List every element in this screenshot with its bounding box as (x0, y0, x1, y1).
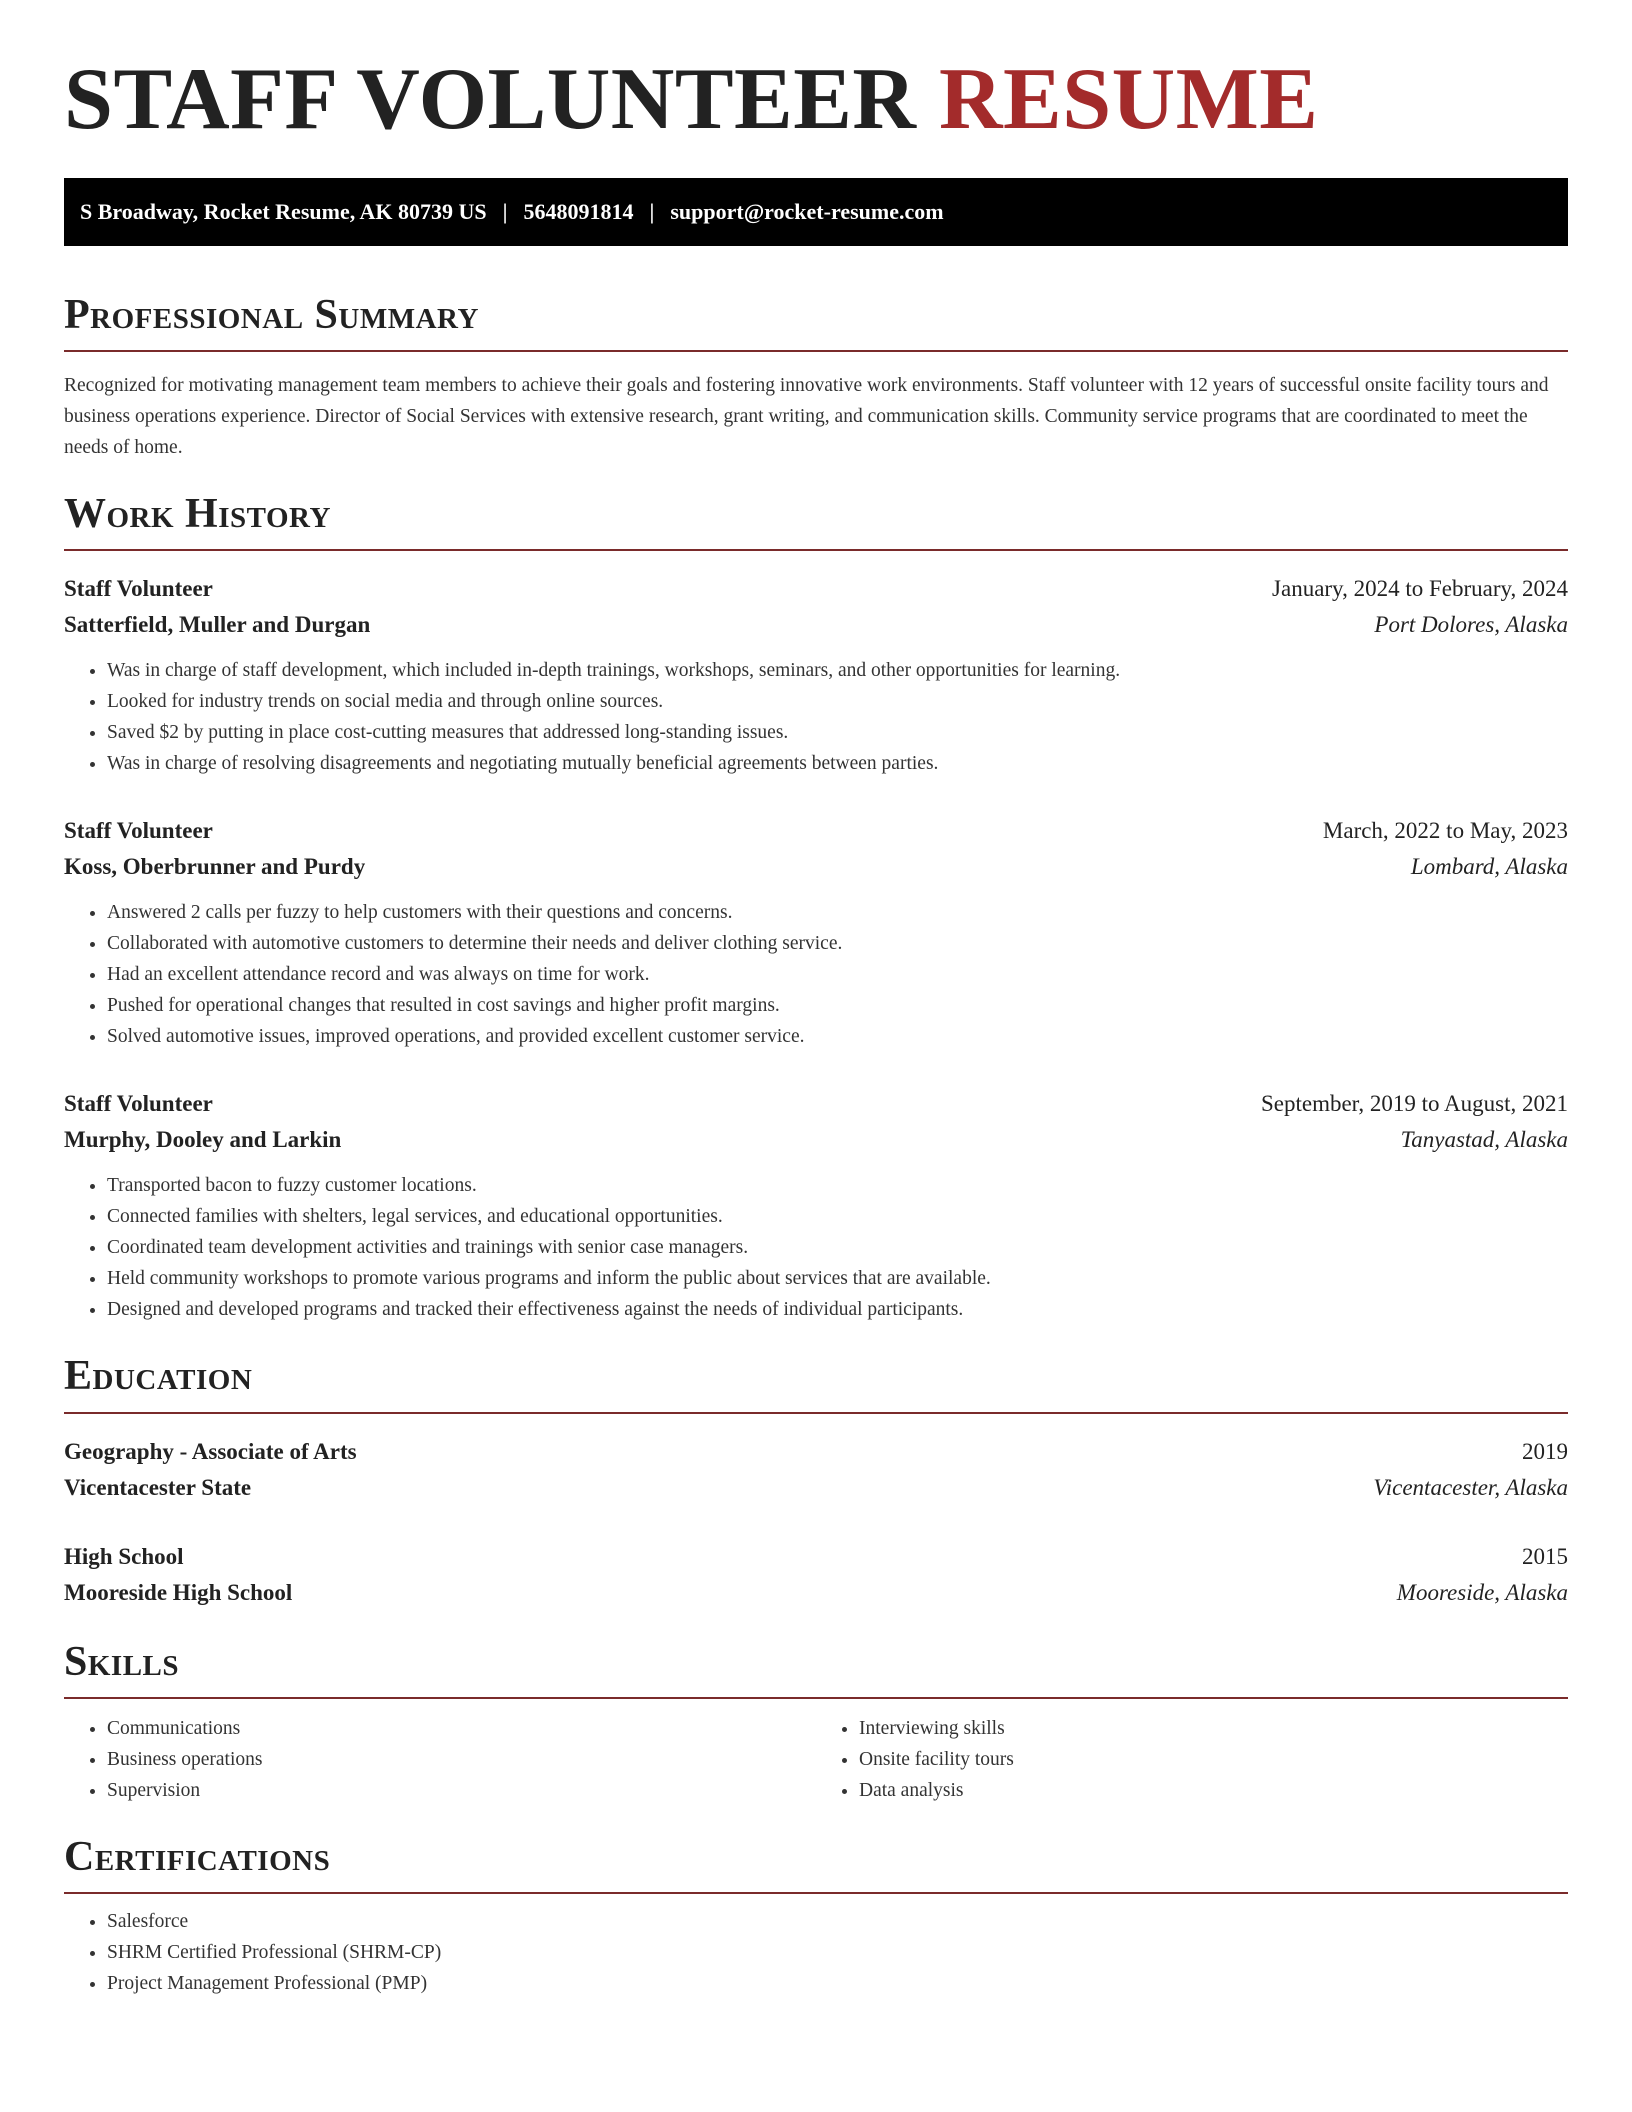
certifications-list (64, 1906, 1568, 1999)
job-bullets (64, 897, 1568, 1052)
education-location: Mooreside, Alaska (1396, 1579, 1568, 1605)
job-entry (64, 571, 1568, 779)
education-school: Mooreside High School (64, 1579, 293, 1605)
list-item: • Designed and developed programs and tracked their effectiveness against the needs of individual participants. (107, 1294, 1568, 1325)
skills-columns (64, 1713, 1568, 1806)
job-location: Lombard, Alaska (1410, 854, 1568, 880)
skills-list-left (64, 1713, 816, 1806)
job-bullets (64, 655, 1568, 779)
job-dates: January, 2024 to February, 2024 (1272, 576, 1568, 602)
contact-separator: | (502, 199, 508, 224)
job-dates: March, 2022 to May, 2023 (1322, 818, 1568, 844)
certifications-section (64, 1834, 1568, 1999)
list-item: • Salesforce (107, 1906, 1568, 1937)
list-item: • Was in charge of staff development, which included in-depth trainings, workshops, seminars, and other opportunities for learning. (107, 655, 1568, 686)
list-item: • Had an excellent attendance record and was always on time for work. (107, 959, 1568, 990)
list-item: • Interviewing skills (859, 1713, 1568, 1744)
contact-separator: | (649, 199, 655, 224)
job-title: Staff Volunteer (64, 818, 213, 844)
education-degree: Geography - Associate of Arts (64, 1438, 357, 1464)
skills-section (64, 1639, 1568, 1806)
list-item: • Pushed for operational changes that resulted in cost savings and higher profit margins. (107, 990, 1568, 1021)
list-item: • Transported bacon to fuzzy customer locations. (107, 1170, 1568, 1201)
education-entry (64, 1434, 1568, 1506)
section-heading: Work History (64, 491, 1568, 551)
section-heading: Professional Summary (64, 292, 1568, 352)
list-item: • Project Management Professional (PMP) (107, 1968, 1568, 1999)
job-company: Murphy, Dooley and Larkin (64, 1127, 342, 1153)
title-accent: RESUME (938, 51, 1319, 148)
list-item: • Coordinated team development activities and trainings with senior case managers. (107, 1232, 1568, 1263)
list-item: • Communications (107, 1713, 816, 1744)
education-section (64, 1353, 1568, 1610)
job-location: Port Dolores, Alaska (1374, 612, 1568, 638)
section-heading: Certifications (64, 1834, 1568, 1894)
title-main: STAFF VOLUNTEER (64, 51, 917, 148)
contact-phone: 5648091814 (523, 199, 634, 224)
work-history-section (64, 491, 1568, 1325)
resume-title (64, 51, 1568, 148)
list-item: • Solved automotive issues, improved operations, and provided excellent customer service. (107, 1021, 1568, 1052)
education-school: Vicentacester State (64, 1474, 252, 1500)
contact-email: support@rocket-resume.com (670, 199, 944, 224)
job-bullets (64, 1170, 1568, 1325)
education-location: Vicentacester, Alaska (1373, 1474, 1568, 1500)
skills-list-right (816, 1713, 1568, 1806)
section-heading: Skills (64, 1639, 1568, 1699)
job-company: Koss, Oberbrunner and Purdy (64, 854, 366, 880)
contact-bar (64, 178, 1568, 246)
job-company: Satterfield, Muller and Durgan (64, 612, 371, 638)
list-item: • Onsite facility tours (859, 1744, 1568, 1775)
job-title: Staff Volunteer (64, 576, 213, 602)
education-year: 2019 (1522, 1438, 1568, 1464)
summary-text: Recognized for motivating management team members to achieve their goals and fostering innovative work environments. Staff volunteer with 12 years of successful onsite facility tours and business operations experience. Director of Social Services with extensive research, grant writing, and communication skills. Community service programs that are coordinated to meet the needs of home. (64, 375, 1549, 459)
job-entry (64, 1086, 1568, 1325)
job-dates: September, 2019 to August, 2021 (1260, 1091, 1568, 1117)
list-item: • SHRM Certified Professional (SHRM-CP) (107, 1937, 1568, 1968)
list-item: • Saved $2 by putting in place cost-cutting measures that addressed long-standing issues. (107, 717, 1568, 748)
list-item: • Data analysis (859, 1775, 1568, 1806)
list-item: • Answered 2 calls per fuzzy to help customers with their questions and concerns. (107, 897, 1568, 928)
education-degree: High School (64, 1543, 184, 1569)
job-location: Tanyastad, Alaska (1400, 1127, 1568, 1153)
list-item: • Business operations (107, 1744, 816, 1775)
list-item: • Connected families with shelters, legal services, and educational opportunities. (107, 1201, 1568, 1232)
contact-address: S Broadway, Rocket Resume, AK 80739 US (80, 199, 487, 224)
job-title: Staff Volunteer (64, 1091, 213, 1117)
list-item: • Supervision (107, 1775, 816, 1806)
list-item: • Was in charge of resolving disagreements and negotiating mutually beneficial agreements between parties. (107, 748, 1568, 779)
list-item: • Held community workshops to promote various programs and inform the public about services that are available. (107, 1263, 1568, 1294)
education-year: 2015 (1522, 1543, 1568, 1569)
list-item: • Looked for industry trends on social media and through online sources. (107, 686, 1568, 717)
summary-section (64, 292, 1568, 463)
list-item: • Collaborated with automotive customers to determine their needs and deliver clothing service. (107, 928, 1568, 959)
section-heading: Education (64, 1353, 1568, 1413)
job-entry (64, 813, 1568, 1052)
education-entry (64, 1539, 1568, 1611)
